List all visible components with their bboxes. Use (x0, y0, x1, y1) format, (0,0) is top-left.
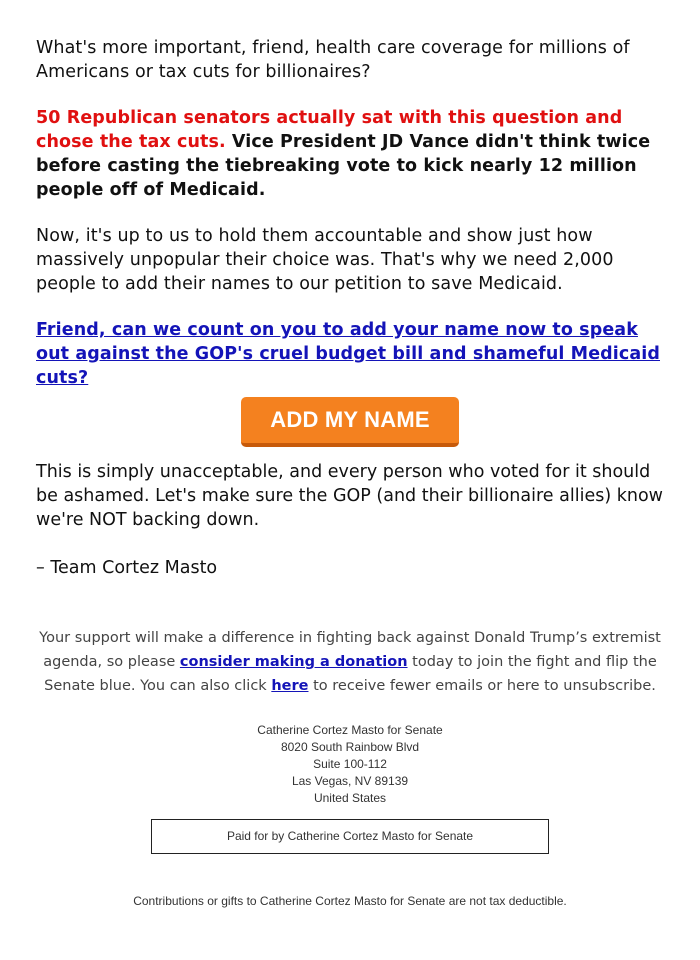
accountability-paragraph: Now, it's up to us to hold them accountable and show just how massively unpopular their choice was. That's why we need 2,000 people to add their names to our petition to save Medicaid. (36, 226, 614, 294)
footer-note (30, 626, 670, 698)
address-street: 8020 South Rainbow Blvd (280, 740, 420, 754)
tax-disclaimer: Contributions or gifts to Catherine Cortez Masto for Senate are not tax deductible. (133, 894, 567, 908)
intro-paragraph: What's more important, friend, health care coverage for millions of Americans or tax cuts for billionaires? (36, 38, 630, 82)
footer-note-text-2: today to join the fight and flip the Senate blue. You can also click (44, 654, 657, 694)
address-city: Las Vegas, NV 89139 (291, 774, 409, 788)
closing-paragraph: This is simply unacceptable, and every person who voted for it should be ashamed. Let's make sure the GOP (and their billionaire allies) know we're NOT backing down. (36, 462, 663, 530)
closing-section (36, 460, 668, 604)
senators-highlight: 50 Republican senators actually sat with this question and chose the tax cuts. (36, 108, 623, 152)
senators-paragraph (36, 106, 668, 202)
address-country: United States (313, 791, 387, 805)
footer-note-text-1: Your support will make a difference in fighting back against Donald Trump’s extremist agenda, so please (39, 630, 661, 670)
address-name: Catherine Cortez Masto for Senate (257, 723, 443, 737)
paid-for-box: Paid for by Catherine Cortez Masto for Senate (151, 819, 549, 854)
petition-ask-link[interactable]: Friend, can we count on you to add your name now to speak out against the GOP's cruel budget bill and shameful Medicaid cuts? (36, 320, 660, 388)
signature: – Team Cortez Masto (36, 558, 218, 578)
fewer-emails-link[interactable]: here (271, 678, 309, 694)
address-suite: Suite 100-112 (313, 757, 387, 771)
email-body (36, 36, 668, 390)
add-my-name-button[interactable]: ADD MY NAME (241, 397, 459, 447)
mailing-address (0, 722, 700, 807)
cta-container (0, 397, 700, 447)
senators-rest: Vice President JD Vance didn't think twice before casting the tiebreaking vote to kick nearly 12 million people off of Medicaid. (36, 132, 651, 200)
footer-note-text-3: to receive fewer emails or here to unsubscribe. (308, 678, 656, 694)
donation-link[interactable]: consider making a donation (179, 654, 408, 670)
